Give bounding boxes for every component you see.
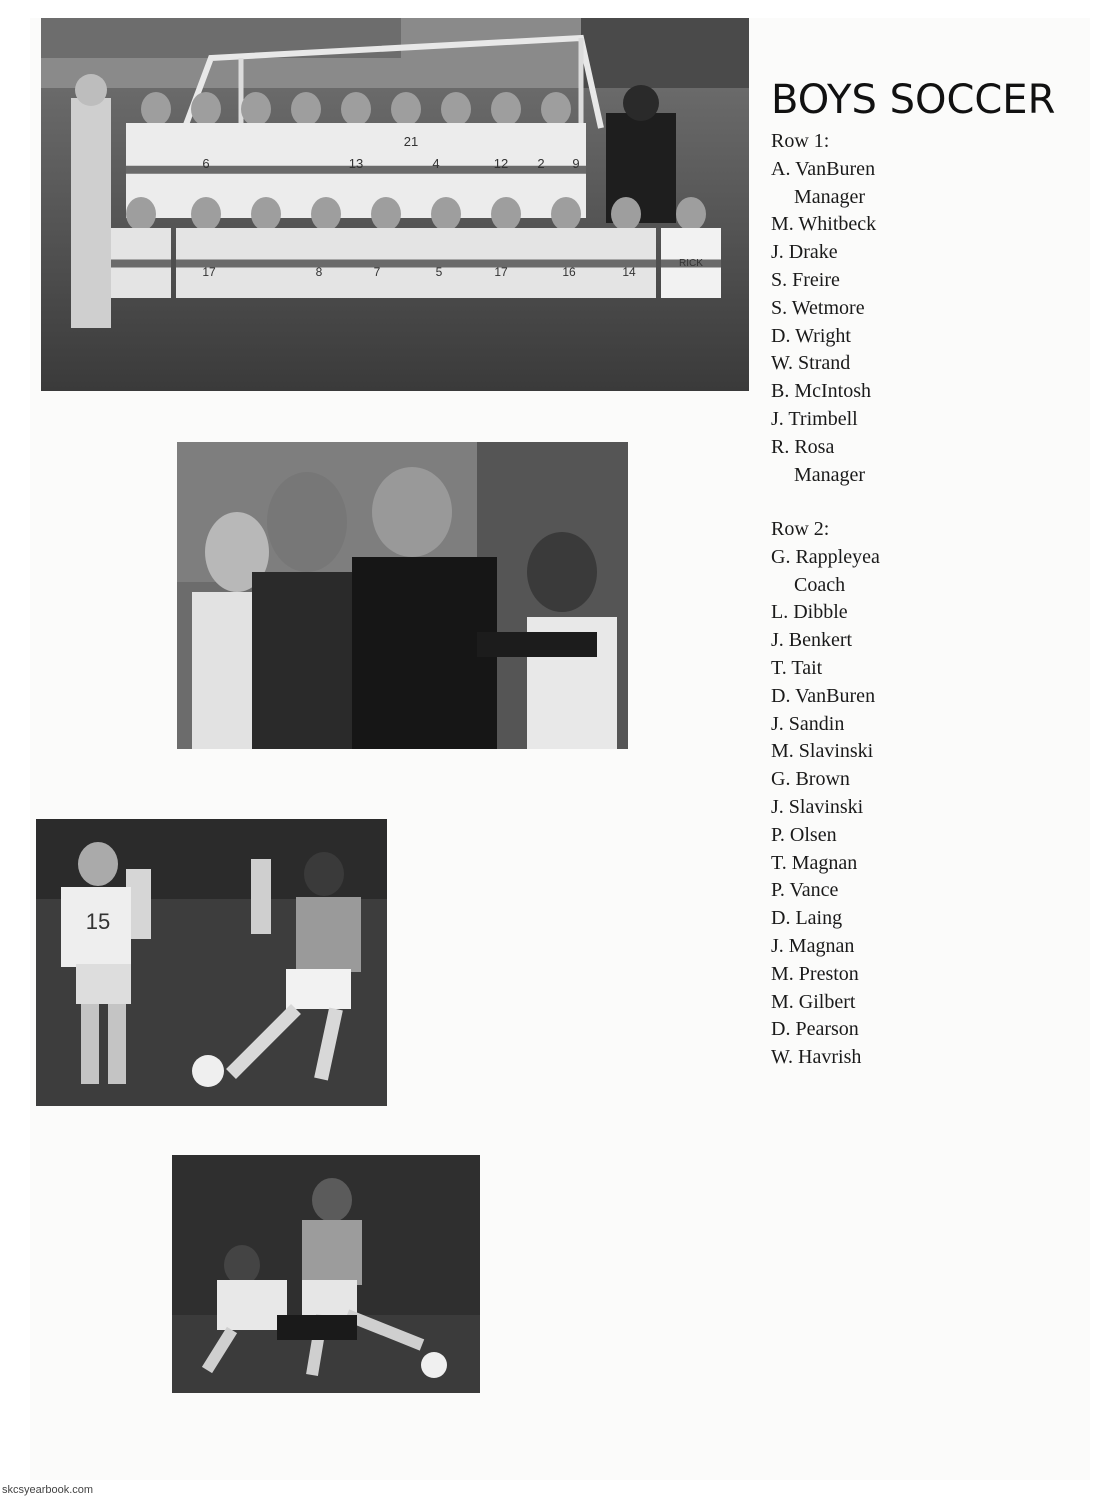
huddle-photo-illustration [177, 442, 628, 749]
roster-entry [771, 1044, 1071, 1072]
back-row-players [126, 92, 586, 218]
roster-entry [771, 655, 1071, 683]
roster-row-label: Row 2: [771, 518, 830, 540]
roster-name: D. Pearson [771, 1018, 859, 1041]
roster-name: J. Magnan [771, 934, 855, 957]
jersey-number: 9 [572, 156, 580, 171]
roster-entry [771, 599, 1071, 627]
roster-name: B. McIntosh [771, 380, 871, 403]
roster-name: D. VanBuren [771, 684, 876, 707]
roster-entry [771, 544, 1071, 600]
jersey-number: 17 [202, 265, 216, 279]
roster-name: M. Whitbeck [771, 213, 877, 236]
roster-name: D. Laing [771, 907, 843, 930]
roster-name: R. Rosa [771, 435, 835, 458]
jersey-number: 17 [494, 265, 508, 279]
roster-name: T. Magnan [771, 851, 858, 874]
team-photo [41, 18, 749, 391]
roster-name: S. Freire [771, 268, 840, 291]
roster-entry [771, 711, 1071, 739]
roster-name: W. Strand [771, 352, 851, 375]
jersey-number: 13 [348, 156, 364, 171]
roster-entry [771, 406, 1071, 434]
roster-entry [771, 211, 1071, 239]
roster-name: T. Tait [771, 656, 823, 679]
roster-entry [771, 683, 1071, 711]
roster-entry [771, 295, 1071, 323]
roster-row-1 [771, 128, 1071, 489]
huddle-photo [177, 442, 628, 749]
roster-entry [771, 794, 1071, 822]
roster-name: P. Olsen [771, 823, 837, 846]
roster-name: M. Gilbert [771, 990, 856, 1013]
roster-entry [771, 905, 1071, 933]
page-title: BOYS SOCCER [771, 77, 1056, 123]
roster-entry [771, 267, 1071, 295]
roster-role: Coach [794, 573, 846, 596]
jersey-number: 21 [403, 134, 419, 149]
roster-name: P. Vance [771, 879, 839, 902]
roster-entry [771, 434, 1071, 490]
roster-row-2 [771, 516, 1071, 1072]
jersey-number: 4 [432, 156, 440, 171]
jersey-number: 2 [537, 156, 545, 171]
roster-row-label: Row 1: [771, 130, 830, 152]
roster-role: Manager [794, 185, 866, 208]
player-jersey-number: 15 [85, 909, 111, 934]
game-action-illustration [36, 819, 387, 1106]
roster-name: J. Slavinski [771, 795, 864, 818]
slide-tackle-illustration [172, 1155, 480, 1393]
roster-name: G. Brown [771, 768, 850, 791]
jersey-number: 12 [493, 156, 509, 171]
roster-name: J. Benkert [771, 629, 853, 652]
game-action-photo [36, 819, 387, 1106]
jersey-number: 7 [373, 265, 381, 279]
roster-entry [771, 1016, 1071, 1044]
roster-entry [771, 239, 1071, 267]
roster-entry [771, 156, 1071, 212]
roster-name: J. Sandin [771, 712, 845, 735]
roster-name: M. Preston [771, 962, 859, 985]
roster-entry [771, 877, 1071, 905]
jersey-number: 8 [315, 265, 323, 279]
jersey-number: RICK [679, 258, 703, 269]
roster-name: D. Wright [771, 324, 851, 347]
jersey-number: 5 [435, 265, 443, 279]
roster-name: J. Trimbell [771, 407, 858, 430]
roster-name: W. Havrish [771, 1046, 862, 1069]
team-photo-illustration [41, 18, 749, 391]
roster-name: S. Wetmore [771, 296, 865, 319]
roster-entry [771, 378, 1071, 406]
roster-entry [771, 850, 1071, 878]
roster-name: G. Rappleyea [771, 545, 880, 568]
roster-entry [771, 989, 1071, 1017]
jersey-number: 6 [202, 156, 210, 171]
jersey-number: 16 [562, 265, 576, 279]
jersey-number: 14 [622, 265, 636, 279]
roster-entry [771, 350, 1071, 378]
slide-tackle-photo [172, 1155, 480, 1393]
roster-name: M. Slavinski [771, 740, 874, 763]
watermark: skcsyearbook.com [2, 1484, 94, 1496]
roster-entry [771, 738, 1071, 766]
roster-entry [771, 933, 1071, 961]
roster-name: L. Dibble [771, 601, 848, 624]
roster-entry [771, 822, 1071, 850]
roster-entry [771, 961, 1071, 989]
roster-entry [771, 627, 1071, 655]
roster-role: Manager [794, 463, 866, 486]
roster-entry [771, 323, 1071, 351]
roster-entry [771, 766, 1071, 794]
roster-name: A. VanBuren [771, 157, 876, 180]
roster-name: J. Drake [771, 241, 838, 264]
